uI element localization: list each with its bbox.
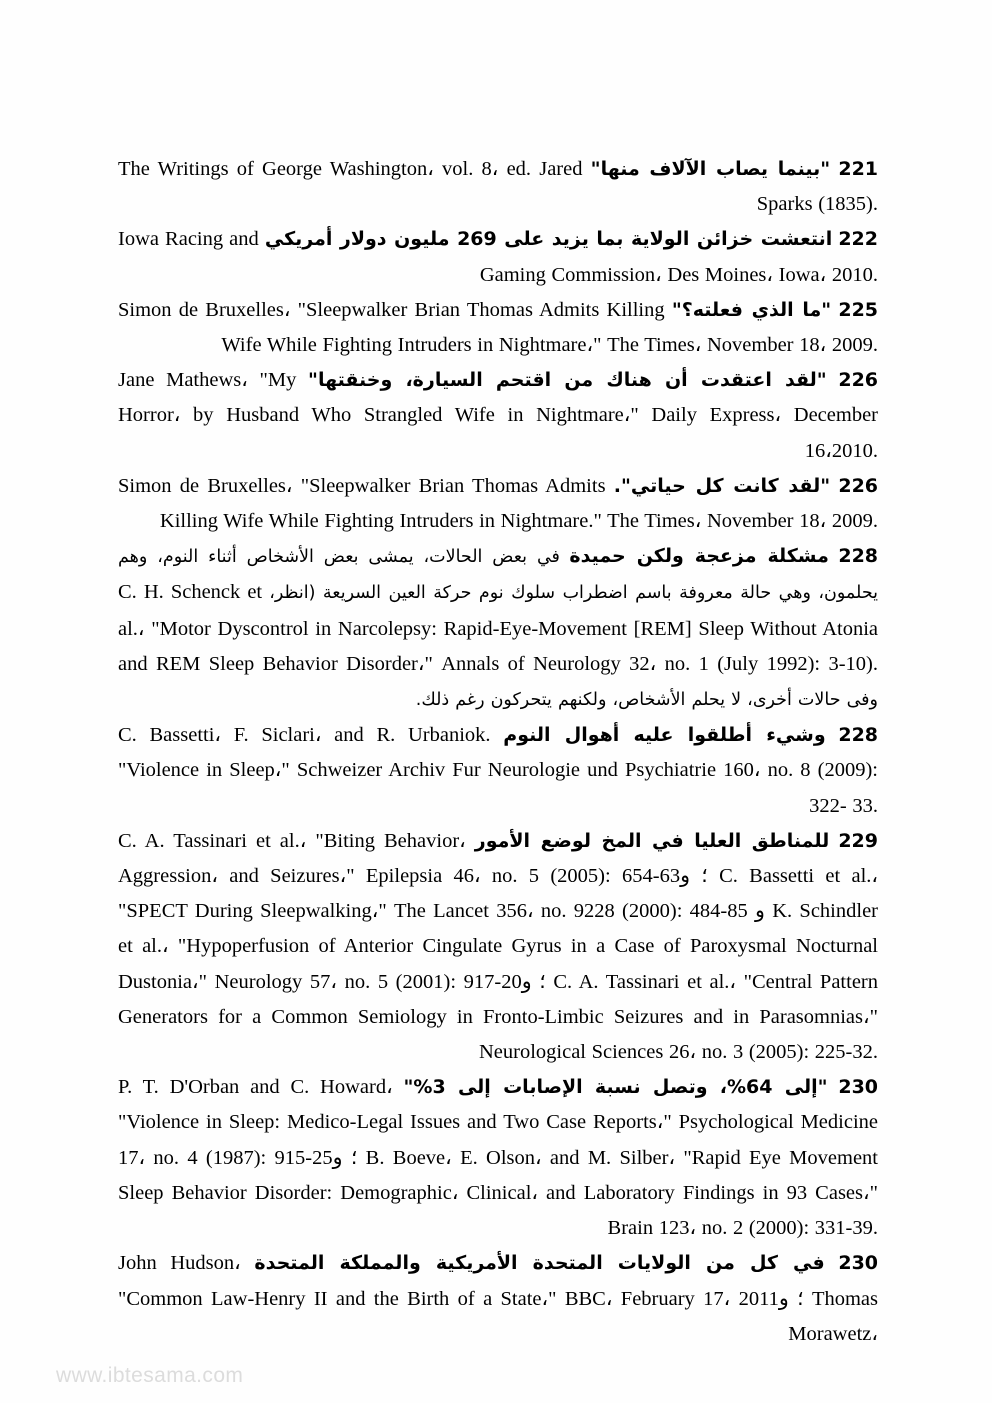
endnote-228-b	[118, 718, 878, 824]
endnote-english-citation: Simon de Bruxelles، "Sleepwalker Brian Thomas Admits Killing Wife While Fighting Intruders in Nightmare." The Times، November 18، 2009.	[118, 474, 878, 533]
endnote-arabic-lemma: في كل من الولايات المتحدة الأمريكية والمملكة المتحدة	[254, 1252, 825, 1275]
endnote-230-a	[118, 1070, 878, 1246]
endnote-number: 226	[838, 369, 879, 392]
endnote-230-b	[118, 1246, 878, 1352]
endnote-arabic-lemma: انتعشت خزائن الولاية بما يزيد على 269 مليون دولار أمريكي	[264, 228, 833, 251]
endnote-number: 222	[838, 228, 878, 251]
endnote-arabic-body-second: وفى حالات أخرى، لا يحلم الأشخاص، ولكنهم يتحركون رغم ذلك.	[415, 690, 878, 711]
endnote-english-citation: Simon de Bruxelles، "Sleepwalker Brian Thomas Admits Killing Wife While Fighting Intruders in Nightmare،" The Times، November 18، 2009.	[118, 298, 878, 357]
endnote-226-a	[118, 363, 878, 469]
endnote-number: 229	[838, 829, 878, 852]
endnote-228-a	[118, 539, 878, 718]
endnote-english-citation: Jane Mathews، "My Horror، by Husband Who Strangled Wife in Nightmare،" Daily Express، December 16،2010.	[118, 369, 878, 462]
endnote-225	[118, 293, 878, 363]
endnote-221	[118, 152, 878, 222]
endnote-number: 230	[838, 1076, 879, 1099]
endnotes-list	[118, 152, 878, 1352]
endnote-arabic-lemma: مشكلة مزعجة ولكن حميدة	[569, 545, 829, 568]
endnote-arabic-lemma: "إلى 64%، وتصل نسبة الإصابات إلى 3%"	[403, 1076, 828, 1099]
endnote-arabic-lemma: "لقد اعتقدت أن هناك من اقتحم السيارة، وخنقتها"	[308, 369, 827, 392]
endnote-number: 225	[838, 298, 879, 321]
endnote-english-citation: P. T. D'Orban and C. Howard، "Violence in Sleep: Medico-Legal Issues and Two Case Reports،" Psychological Medicine 17، no. 4 (1987): 915-25؛ و B. Boeve، E. Olson، and M. Silber، "Rapid Eye Movement Sleep Behavior Disorder: Demographic، Clinical، and Laboratory Findings in 93 Cases،" Brain 123، no. 2 (2000): 331-39.	[118, 1076, 879, 1240]
endnote-number: 228	[838, 724, 879, 747]
site-watermark: www.ibtesama.com	[56, 1364, 244, 1387]
endnote-english-citation: C. A. Tassinari et al.، "Biting Behavior، Aggression، and Seizures،" Epilepsia 46، no. 5 (2005): 654-63؛ و C. Bassetti et al.، "SPECT During Sleepwalking،" The Lancet 356، no. 9228 (2000): 484-85 و K. Schindler et al.، "Hypoperfusion of Anterior Cingulate Gyrus in a Case of Paroxysmal Nocturnal Dustonia،" Neurology 57، no. 5 (2001): 917-20؛ و C. A. Tassinari et al.، "Central Pattern Generators for a Common Semiology in Fronto-Limbic Seizures and in Parasomnias،" Neurological Sciences 26، no. 3 (2005): 225-32.	[118, 829, 879, 1064]
endnote-number: 230	[838, 1252, 879, 1275]
endnote-229	[118, 824, 878, 1070]
endnote-number: 228	[838, 545, 879, 568]
endnote-number: 221	[838, 158, 879, 180]
endnote-arabic-lemma: "بينما يصاب الآلاف منها"	[590, 158, 831, 180]
endnote-arabic-lemma: وشيء أطلقوا عليه أهوال النوم	[503, 724, 826, 747]
endnote-arabic-body-first: في بعض الحالات، يمشى بعض الأشخاص أثناء النوم، وهم يحلمون، وهي حالة معروفة باسم اضطراب سلوك نوم حركة العين السريعة (انظر،	[118, 547, 878, 604]
endnote-english-citation: John Hudson، "Common Law-Henry II and the Birth of a State،" BBC، February 17، 2011؛ و Thomas Morawetz،	[118, 1252, 879, 1345]
endnote-arabic-lemma: "لقد كانت كل حياتي".	[613, 474, 831, 497]
endnote-222	[118, 222, 878, 292]
endnote-english-citation: C. H. Schenck et al.، "Motor Dyscontrol in Narcolepsy: Rapid-Eye-Movement [REM] Sleep Without Atonia and REM Sleep Behavior Disorder،" Annals of Neurology 32، no. 1 (July 1992): 3-10).	[118, 581, 878, 675]
endnote-arabic-lemma: للمناطق العليا في المخ لوضع الأمور	[474, 829, 830, 852]
endnote-english-citation: Iowa Racing and Gaming Commission، Des Moines، Iowa، 2010.	[118, 228, 878, 286]
endnote-english-citation: The Writings of George Washington، vol. 8، ed. Jared Sparks (1835).	[118, 158, 878, 216]
endnote-arabic-lemma: "ما الذي فعلته؟"	[671, 298, 832, 321]
endnote-number: 226	[838, 474, 879, 497]
endnote-english-citation: C. Bassetti، F. Siclari، and R. Urbaniok. "Violence in Sleep،" Schweizer Archiv Fur Neurologie und Psychiatrie 160، no. 8 (2009): 322- 33.	[118, 724, 878, 817]
endnote-226-b	[118, 469, 878, 539]
